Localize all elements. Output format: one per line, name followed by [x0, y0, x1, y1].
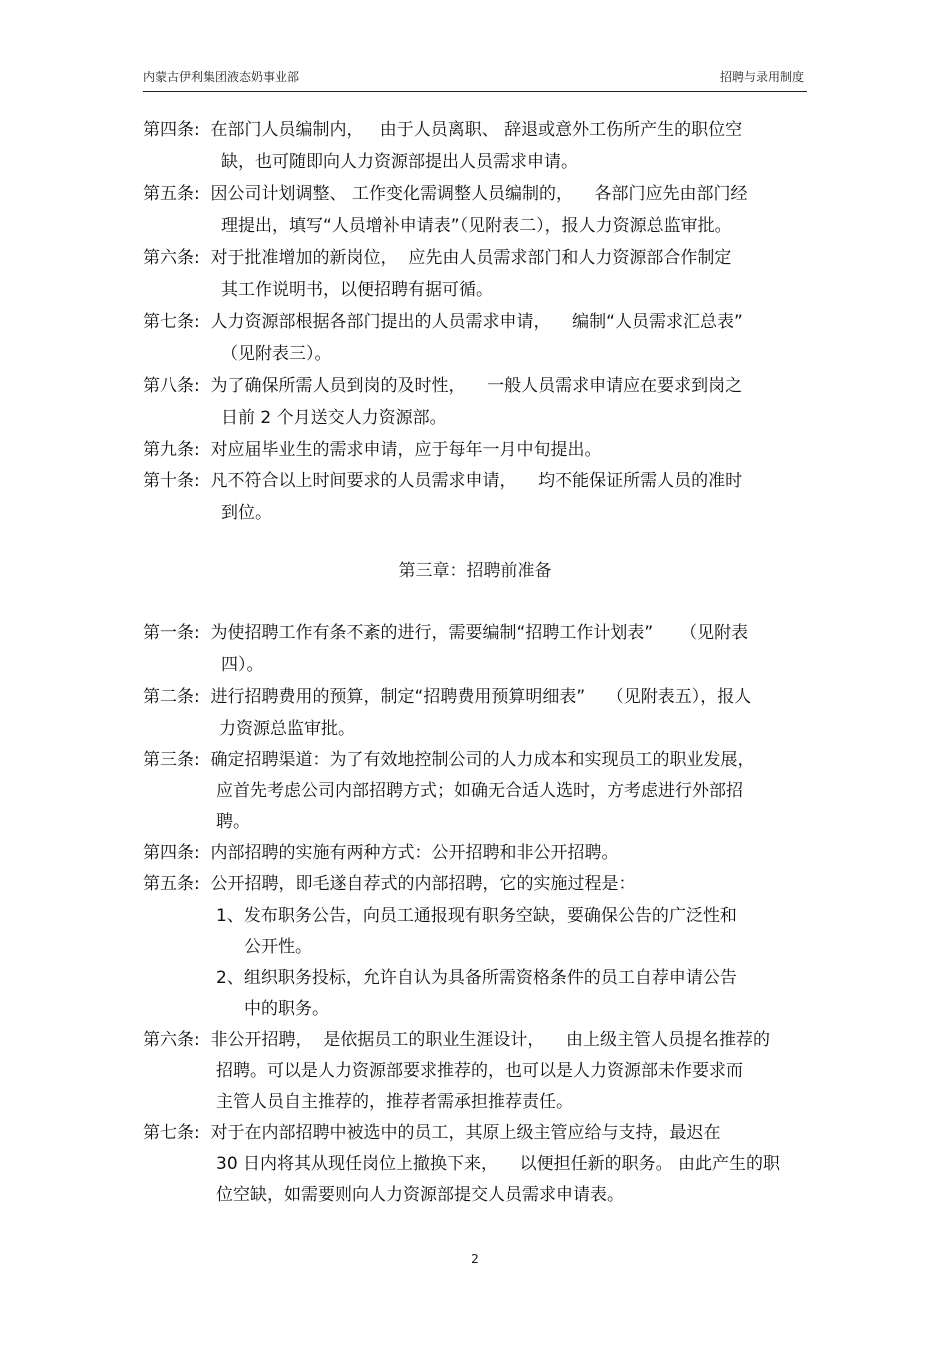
text-line: 1、发布职务公告，向员工通报现有职务空缺，要确保公告的广泛性和	[216, 906, 737, 926]
text-line: 力资源总监审批。	[219, 719, 355, 739]
text-line: 到位。	[221, 503, 272, 523]
text-line: 第六条: 对于批准增加的新岗位， 应先由人员需求部门和人力资源部合作制定	[143, 248, 732, 268]
text-line: 第九条: 对应届毕业生的需求申请，应于每年一月中旬提出。	[143, 440, 602, 460]
text-line: 日前 2 个月送交人力资源部。	[221, 408, 447, 428]
text-line: 理提出，填写“人员增补申请表”（见附表二），报人力资源总监审批。	[221, 216, 732, 236]
text-line: 第五条: 因公司计划调整、 工作变化需调整人员编制的， 各部门应先由部门经	[143, 184, 748, 204]
text-line: 第二条: 进行招聘费用的预算，制定“招聘费用预算明细表” （见附表五），报人	[143, 687, 752, 707]
text-line: 其工作说明书，以便招聘有据可循。	[221, 280, 493, 300]
text-line: 第七条: 对于在内部招聘中被选中的员工，其原上级主管应给与支持，最迟在	[143, 1123, 721, 1143]
text-line: 30 日内将其从现任岗位上撤换下来， 以便担任新的职务。 由此产生的职	[216, 1154, 781, 1174]
text-line: 第八条: 为了确保所需人员到岗的及时性， 一般人员需求申请应在要求到岗之	[143, 376, 743, 396]
text-line: 缺，也可随即向人力资源部提出人员需求申请。	[221, 152, 578, 172]
header-company: 内蒙古伊利集团液态奶事业部	[143, 70, 300, 84]
text-line: 应首先考虑公司内部招聘方式；如确无合适人选时，方考虑进行外部招	[216, 781, 743, 801]
text-line: 第四条: 在部门人员编制内， 由于人员离职、 辞退或意外工伤所产生的职位空	[143, 120, 743, 140]
text-line: 公开性。	[244, 937, 312, 957]
header-document-title: 招聘与录用制度	[719, 70, 804, 84]
text-line: 第四条: 内部招聘的实施有两种方式：公开招聘和非公开招聘。	[143, 843, 619, 863]
text-line: （见附表三）。	[221, 344, 332, 364]
text-line: 第十条: 凡不符合以上时间要求的人员需求申请， 均不能保证所需人员的准时	[143, 471, 743, 491]
chapter-title: 第三章：招聘前准备	[398, 561, 552, 581]
text-line: 第五条: 公开招聘，即毛遂自荐式的内部招聘，它的实施过程是：	[143, 874, 636, 894]
text-line: 2、组织职务投标，允许自认为具备所需资格条件的员工自荐申请公告	[216, 968, 737, 988]
text-line: 第三条: 确定招聘渠道：为了有效地控制公司的人力成本和实现员工的职业发展，	[143, 750, 755, 770]
text-line: 位空缺，如需要则向人力资源部提交人员需求申请表。	[216, 1185, 624, 1205]
text-line: 第七条: 人力资源部根据各部门提出的人员需求申请， 编制“人员需求汇总表”	[143, 312, 743, 332]
text-line: 主管人员自主推荐的，推荐者需承担推荐责任。	[216, 1092, 573, 1112]
text-line: 第六条: 非公开招聘， 是依据员工的职业生涯设计， 由上级主管人员提名推荐的	[143, 1030, 770, 1050]
text-line: 四）。	[221, 655, 264, 675]
text-line: 中的职务。	[244, 999, 329, 1019]
text-line: 招聘。可以是人力资源部要求推荐的，也可以是人力资源部未作要求而	[216, 1061, 743, 1081]
text-line: 第一条: 为使招聘工作有条不紊的进行，需要编制“招聘工作计划表” （见附表	[143, 623, 749, 643]
page-number: 2	[471, 1252, 479, 1266]
header-rule	[143, 91, 807, 92]
text-line: 聘。	[216, 812, 250, 832]
